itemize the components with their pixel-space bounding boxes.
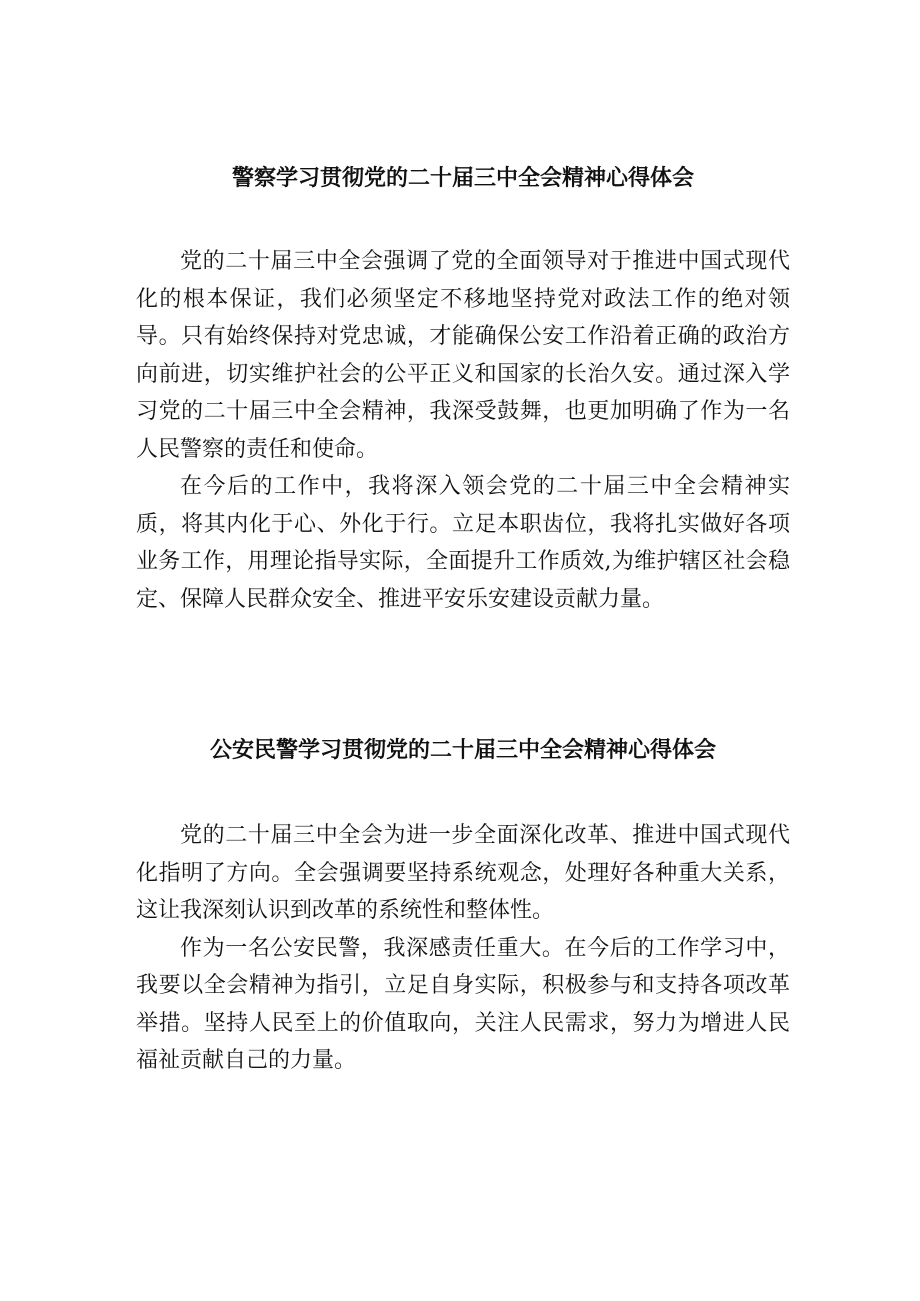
article-2-paragraph-1: 党的二十届三中全会为进一步全面深化改革、推进中国式现代化指明了方向。全会强调要坚持系统观念，处理好各种重大关系，这让我深刻认识到改革的系统性和整体性。 xyxy=(136,823,790,923)
article-2-paragraph-2: 作为一名公安民警，我深感责任重大。在今后的工作学习中，我要以全会精神为指引，立足自身实际，积极参与和支持各项改革举措。坚持人民至上的价值取向，关注人民需求，努力为增进人民福祉贡献自己的力量。 xyxy=(136,935,790,1073)
article-body-1 xyxy=(136,243,790,618)
article-body-2 xyxy=(136,817,790,1080)
article-1-paragraph-2: 在今后的工作中，我将深入领会党的二十届三中全会精神实质，将其内化于心、外化于行。立足本职齿位，我将扎实做好各项业务工作，用理论指导实际，全面提升工作质效,为维护辖区社会稳定、保障人民群众安全、推进平安乐安建设贡献力量。 xyxy=(136,474,790,612)
article-1-paragraph-1: 党的二十届三中全会强调了党的全面领导对于推进中国式现代化的根本保证，我们必须坚定不移地坚持党对政法工作的绝对领导。只有始终保持对党忠诚，才能确保公安工作沿着正确的政治方向前进，切实维护社会的公平正义和国家的长治久安。通过深入学习党的二十届三中全会精神，我深受鼓舞，也更加明确了作为一名人民警察的责任和使命。 xyxy=(136,249,790,462)
article-section-1 xyxy=(136,158,790,618)
article-title-1: 警察学习贯彻党的二十届三中全会精神心得体会 xyxy=(231,165,694,191)
article-title-2: 公安民警学习贯彻党的二十届三中全会精神心得体会 xyxy=(209,737,716,763)
article-section-2 xyxy=(136,730,790,1080)
